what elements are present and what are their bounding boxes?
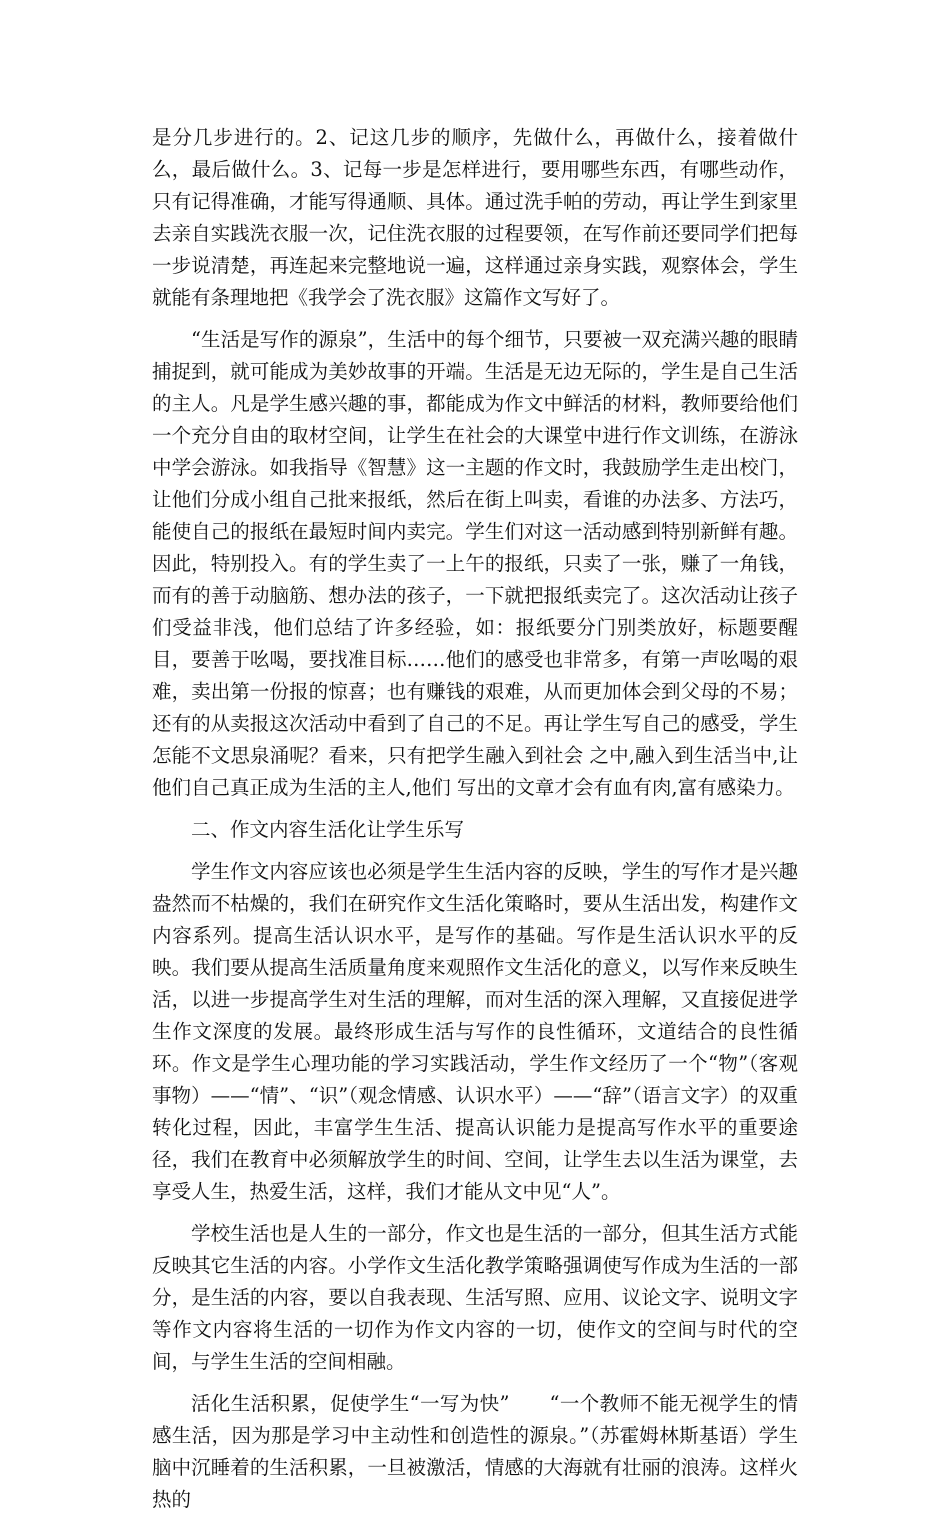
document-page xyxy=(152,122,798,1516)
paragraph-continuation: 是分几步进行的。2、记这几步的顺序，先做什么，再做什么，接着做什么，最后做什么。3、记每一步是怎样进行，要用哪些东西，有哪些动作，只有记得准确，才能写得通顺、具体。通过洗手帕的劳动，再让学生到家里去亲自实践洗衣服一次，记住洗衣服的过程要领，在写作前还要同学们把每一步说清楚，再连起来完整地说一遍，这样通过亲身实践，观察体会，学生就能有条理地把《我学会了洗衣服》这篇作文写好了。 xyxy=(152,126,798,309)
paragraph-school-life: 学校生活也是人生的一部分，作文也是生活的一部分，但其生活方式能反映其它生活的内容。小学作文生活化教学策略强调使写作成为生活的一部分，是生活的内容，要以自我表现、生活写照、应用、议论文字、说明文字等作文内容将生活的一切作为作文内容的一切，使作文的空间与时代的空间，与学生生活的空间相融。 xyxy=(152,1222,798,1373)
section-heading: 二、作文内容生活化让学生乐写 xyxy=(191,818,465,841)
paragraph-content-life: 学生作文内容应该也必须是学生生活内容的反映，学生的写作才是兴趣盎然而不枯燥的，我们在研究作文生活化策略时，要从生活出发，构建作文内容系列。提高生活认识水平，是写作的基础。写作是生活认识水平的反映。我们要从提高生活质量角度来观照作文生活化的意义，以写作来反映生活，以进一步提高学生对生活的理解，而对生活的深入理解，又直接促进学生作文深度的发展。最终形成生活与写作的良性循环，文道结合的良性循环。作文是学生心理功能的学习实践活动，学生作文经历了一个“物”（客观事物）——“情”、“识”（观念情感、认识水平）——“辞”（语言文字）的双重转化过程，因此，丰富学生生活、提高认识能力是提高写作水平的重要途径，我们在教育中必须解放学生的时间、空间，让学生去以生活为课堂，去享受人生，热爱生活，这样，我们才能从文中见“人”。 xyxy=(152,860,798,1203)
paragraph-activate-accumulation: 活化生活积累，促使学生“一写为快” “一个教师不能无视学生的情感生活，因为那是学习中主动性和创造性的源泉。”（苏霍姆林斯基语）学生脑中沉睡着的生活积累，一旦被激活，情感的大海就有壮丽的浪涛。这样火热的 xyxy=(152,1392,798,1511)
paragraph-life-source: “生活是写作的源泉”，生活中的每个细节，只要被一双充满兴趣的眼睛捕捉到，就可能成为美妙故事的开端。生活是无边无际的，学生是自己生活的主人。凡是学生感兴趣的事，都能成为作文中鲜活的材料，教师要给他们一个充分自由的取材空间，让学生在社会的大课堂中进行作文训练，在游泳中学会游泳。如我指导《智慧》这一主题的作文时，我鼓励学生走出校门，让他们分成小组自己批来报纸，然后在街上叫卖，看谁的办法多、方法巧，能使自己的报纸在最短时间内卖完。学生们对这一活动感到特别新鲜有趣。因此，特别投入。有的学生卖了一上午的报纸，只卖了一张，赚了一角钱，而有的善于动脑筋、想办法的孩子，一下就把报纸卖完了。这次活动让孩子们受益非浅，他们总结了许多经验，如：报纸要分门别类放好，标题要醒目，要善于吆喝，要找准目标……他们的感受也非常多，有第一声吆喝的艰难，卖出第一份报的惊喜；也有赚钱的艰难，从而更加体会到父母的不易；还有的从卖报这次活动中看到了自己的不足。再让学生写自己的感受，学生怎能不文思泉涌呢？看来，只有把学生融入到社会 之中,融入到生活当中,让他们自己真正成为生活的主人,他们 写出的文章才会有血有肉,富有感染力。 xyxy=(152,328,798,799)
